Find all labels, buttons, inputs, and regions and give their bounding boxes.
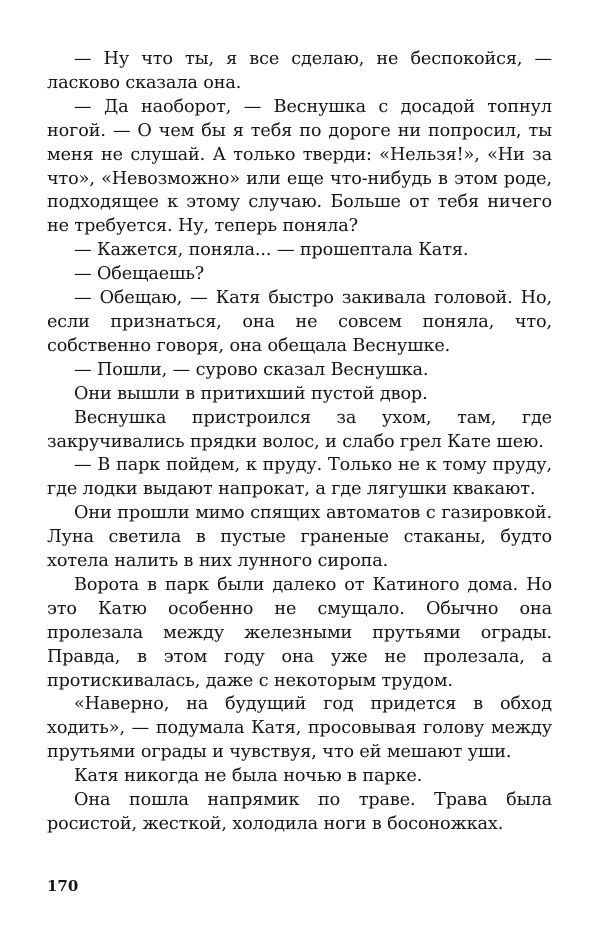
paragraph-13: Катя никогда не была ночью в парке. bbox=[74, 766, 423, 787]
paragraph-9: — В парк пойдем, к пруду. Только не к тому пруду, где лодки выдают напрокат, а где лягушки квакают. bbox=[47, 455, 552, 500]
page-number: 170 bbox=[47, 877, 79, 895]
body-text bbox=[47, 48, 552, 837]
paragraph-5: — Обещаю, — Катя быстро закивала головой. Но, если признаться, она не совсем поняла, что, собственно говоря, она обещала Веснушке. bbox=[47, 288, 552, 356]
paragraph-4: — Обещаешь? bbox=[74, 264, 205, 285]
paragraph-12: «Наверно, на будущий год придется в обход ходить», — подумала Катя, просовывая голову между прутьями ограды и чувствуя, что ей мешают уши. bbox=[47, 694, 552, 763]
paragraph-6: — Пошли, — сурово сказал Веснушка. bbox=[74, 359, 429, 380]
paragraph-14: Она пошла напрямик по траве. Трава была росистой, жесткой, холодила ноги в босоножках. bbox=[47, 790, 552, 834]
paragraph-10: Они прошли мимо спящих автоматов с газировкой. Луна светила в пустые граненые стаканы, будто хотела налить в них лунного сиропа. bbox=[47, 503, 552, 572]
paragraph-7: Они вышли в притихший пустой двор. bbox=[74, 383, 428, 404]
paragraph-1: — Ну что ты, я все сделаю, не беспокойся, — ласково сказала она. bbox=[47, 49, 552, 93]
paragraph-2: — Да наоборот, — Веснушка с досадой топнул ногой. — О чем бы я тебя по дороге ни попросил, ты меня не слушай. А только тверди: «Нельзя!», «Ни за что», «Невозможно» или еще что-нибудь в этом роде, подходящее к этому случаю. Больше от тебя ничего не требуется. Ну, теперь поняла? bbox=[47, 96, 552, 237]
paragraph-11: Ворота в парк были далеко от Катиного дома. Но это Катю особенно не смущало. Обычно она пролезала между железными прутьями ограды. Правда, в этом году она уже не пролезала, а протискивалась, даже с некоторым трудом. bbox=[47, 574, 552, 691]
paragraph-3: — Кажется, поняла... — прошептала Катя. bbox=[74, 240, 469, 261]
paragraph-8: Веснушка пристроился за ухом, там, где закручивались прядки волос, и слабо грел Кате шею. bbox=[47, 407, 552, 452]
